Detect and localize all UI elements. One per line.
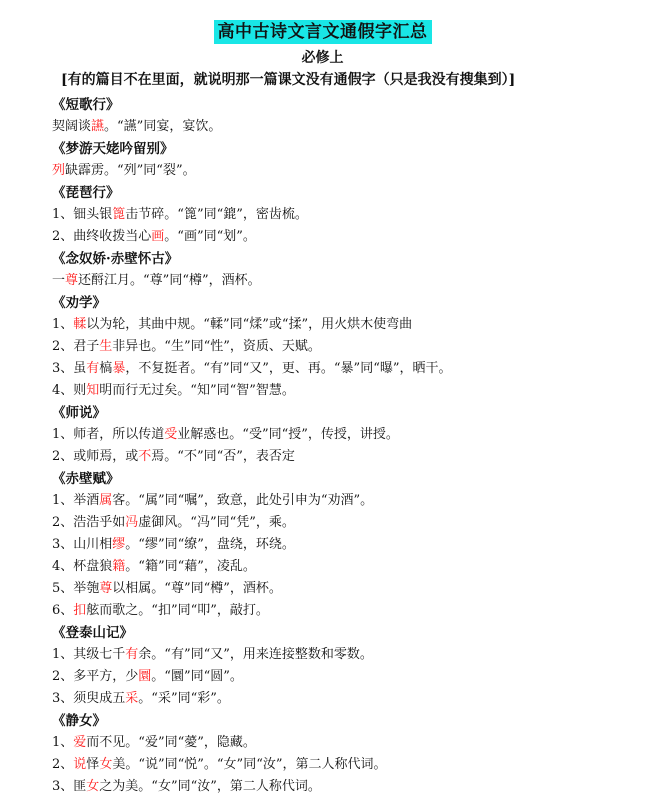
section bbox=[52, 248, 635, 292]
entry-line bbox=[52, 556, 635, 578]
highlighted-character: 讌 bbox=[91, 119, 105, 134]
entry-text: 美。“说”同“悦”。“女”同“汝”，第二人称代词。 bbox=[112, 757, 387, 772]
section bbox=[52, 402, 635, 468]
highlighted-character: 有 bbox=[86, 361, 100, 376]
entry-text: 1、举酒 bbox=[52, 493, 100, 508]
section-heading: 《念奴娇·赤壁怀古》 bbox=[52, 251, 179, 267]
entry-text: 2、浩浩乎如 bbox=[52, 515, 126, 530]
document-body bbox=[52, 94, 635, 798]
section-heading: 《短歌行》 bbox=[52, 97, 120, 113]
section-heading: 《梦游天姥吟留别》 bbox=[52, 141, 174, 157]
page-title: 高中古诗文言文通假字汇总 bbox=[214, 20, 432, 44]
highlighted-character: 说 bbox=[73, 757, 87, 772]
highlighted-character: 画 bbox=[151, 229, 165, 244]
entry-line bbox=[52, 578, 635, 600]
entry-text: 6、 bbox=[52, 603, 74, 618]
section-heading: 《静女》 bbox=[52, 713, 106, 729]
entry-line bbox=[52, 600, 635, 622]
section bbox=[52, 292, 635, 402]
entry-line bbox=[52, 160, 635, 182]
highlighted-character: 扣 bbox=[73, 603, 87, 618]
section bbox=[52, 710, 635, 798]
entry-text: 击节碎。“篦”同“鎞”，密齿梳。 bbox=[125, 207, 308, 222]
entry-text: 2、多平方，少 bbox=[52, 669, 139, 684]
highlighted-character: 輮 bbox=[73, 317, 87, 332]
entry-text: 4、杯盘狼 bbox=[52, 559, 113, 574]
entry-text: 3、匪 bbox=[52, 779, 87, 794]
title-wrapper bbox=[0, 20, 645, 44]
entry-line bbox=[52, 446, 635, 468]
section bbox=[52, 138, 635, 182]
entry-line bbox=[52, 534, 635, 556]
entry-text: 一 bbox=[52, 273, 66, 288]
entry-line bbox=[52, 204, 635, 226]
section-heading: 《登泰山记》 bbox=[52, 625, 133, 641]
entry-text: 虚御风。“冯”同“凭”，乘。 bbox=[138, 515, 295, 530]
entry-text: 而不见。“爱”同“薆”，隐藏。 bbox=[86, 735, 256, 750]
entry-line bbox=[52, 732, 635, 754]
highlighted-character: 不 bbox=[138, 449, 152, 464]
entry-text: 舷而歌之。“扣”同“叩”，敲打。 bbox=[86, 603, 269, 618]
section-heading: 《师说》 bbox=[52, 405, 106, 421]
entry-text: 1、 bbox=[52, 317, 74, 332]
highlighted-character: 知 bbox=[86, 383, 100, 398]
entry-text: 非异也。“生”同“性”，资质、天赋。 bbox=[112, 339, 321, 354]
highlighted-character: 女 bbox=[99, 757, 113, 772]
section-heading: 《琵琶行》 bbox=[52, 185, 120, 201]
highlighted-character: 篦 bbox=[112, 207, 126, 222]
intro-note: [有的篇目不在里面，就说明那一篇课文没有通假字（只是我没有搜集到）] bbox=[61, 72, 516, 88]
entry-line bbox=[52, 336, 635, 358]
entry-text: 。“籍”同“藉”，凌乱。 bbox=[125, 559, 256, 574]
entry-text: 之为美。“女”同“汝”，第二人称代词。 bbox=[99, 779, 321, 794]
entry-line bbox=[52, 424, 635, 446]
entry-text: 1、其级七千 bbox=[52, 647, 126, 662]
entry-text: 。“讌”同宴，宴饮。 bbox=[104, 119, 222, 134]
entry-line bbox=[52, 314, 635, 336]
highlighted-character: 有 bbox=[125, 647, 139, 662]
entry-text: 以相属。“尊”同“樽”，酒杯。 bbox=[112, 581, 282, 596]
entry-text: 还酹江月。“尊”同“樽”，酒杯。 bbox=[78, 273, 261, 288]
highlighted-character: 受 bbox=[164, 427, 178, 442]
section bbox=[52, 94, 635, 138]
entry-text: 怿 bbox=[86, 757, 100, 772]
highlighted-character: 属 bbox=[99, 493, 113, 508]
entry-text: 2、君子 bbox=[52, 339, 100, 354]
entry-line bbox=[52, 754, 635, 776]
section-heading: 《劝学》 bbox=[52, 295, 106, 311]
entry-text: 契阔谈 bbox=[52, 119, 92, 134]
section bbox=[52, 622, 635, 710]
entry-text: 3、须臾成五 bbox=[52, 691, 126, 706]
entry-line bbox=[52, 380, 635, 402]
entry-text: 缺霹雳。“列”同“裂”。 bbox=[65, 163, 196, 178]
entry-text: 2、 bbox=[52, 757, 74, 772]
entry-text: 。“画”同“划”。 bbox=[164, 229, 256, 244]
highlighted-character: 圜 bbox=[138, 669, 152, 684]
entry-text: 。“缪”同“缭”，盘绕，环绕。 bbox=[125, 537, 295, 552]
entry-text: 客。“属”同“嘱”，致意，此处引申为“劝酒”。 bbox=[112, 493, 374, 508]
highlighted-character: 尊 bbox=[99, 581, 113, 596]
highlighted-character: 籍 bbox=[112, 559, 126, 574]
entry-line bbox=[52, 666, 635, 688]
entry-text: 3、虽 bbox=[52, 361, 87, 376]
entry-line bbox=[52, 644, 635, 666]
entry-text: 5、举匏 bbox=[52, 581, 100, 596]
entry-text: 明而行无过矣。“知”同“智”智慧。 bbox=[99, 383, 295, 398]
entry-line bbox=[52, 226, 635, 248]
highlighted-character: 采 bbox=[125, 691, 139, 706]
highlighted-character: 暴 bbox=[112, 361, 126, 376]
entry-text: 。“采”同“彩”。 bbox=[138, 691, 230, 706]
entry-line bbox=[52, 688, 635, 710]
entry-text: 业解惑也。“受”同“授”，传授，讲授。 bbox=[177, 427, 399, 442]
section bbox=[52, 468, 635, 622]
highlighted-character: 缪 bbox=[112, 537, 126, 552]
entry-text: 1、师者，所以传道 bbox=[52, 427, 165, 442]
highlighted-character: 爱 bbox=[73, 735, 87, 750]
entry-text: 4、则 bbox=[52, 383, 87, 398]
entry-text: 槁 bbox=[99, 361, 113, 376]
section-heading: 《赤壁赋》 bbox=[52, 471, 120, 487]
entry-line bbox=[52, 358, 635, 380]
entry-line bbox=[52, 776, 635, 798]
entry-text: 2、曲终收拨当心 bbox=[52, 229, 152, 244]
entry-text: ，不复挺者。“有”同“又”，更、再。“暴”同“曝”，晒干。 bbox=[125, 361, 452, 376]
page-subtitle: 必修上 bbox=[301, 50, 344, 66]
entry-text: 以为轮，其曲中规。“輮”同“煣”或“揉”，用火烘木使弯曲 bbox=[86, 317, 413, 332]
entry-text: 3、山川相 bbox=[52, 537, 113, 552]
entry-text: 焉。“不”同“否”，表否定 bbox=[151, 449, 295, 464]
highlighted-character: 生 bbox=[99, 339, 113, 354]
entry-text: 。“圜”同“圆”。 bbox=[151, 669, 243, 684]
entry-text: 余。“有”同“又”，用来连接整数和零数。 bbox=[138, 647, 373, 662]
highlighted-character: 女 bbox=[86, 779, 100, 794]
highlighted-character: 冯 bbox=[125, 515, 139, 530]
entry-text: 1、 bbox=[52, 735, 74, 750]
highlighted-character: 列 bbox=[52, 163, 66, 178]
highlighted-character: 尊 bbox=[65, 273, 79, 288]
entry-text: 2、或师焉，或 bbox=[52, 449, 139, 464]
entry-line bbox=[52, 490, 635, 512]
section bbox=[52, 182, 635, 248]
entry-text: 1、钿头银 bbox=[52, 207, 113, 222]
entry-line bbox=[52, 512, 635, 534]
entry-line bbox=[52, 116, 635, 138]
entry-line bbox=[52, 270, 635, 292]
